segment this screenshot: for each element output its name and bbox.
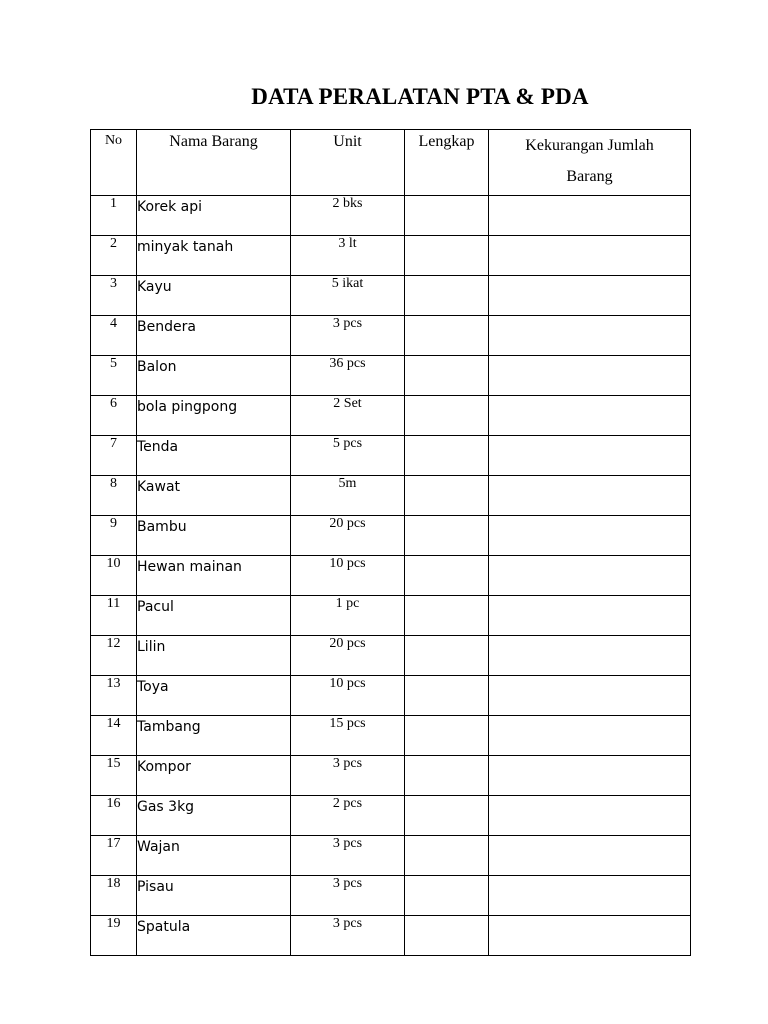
header-row <box>91 130 691 196</box>
row-number: 7 <box>91 436 137 476</box>
row-number: 10 <box>91 556 137 596</box>
table-row <box>91 356 691 396</box>
item-unit: 5 ikat <box>291 276 405 316</box>
header-kekurangan-line1: Kekurangan Jumlah <box>525 137 654 154</box>
item-unit: 20 pcs <box>291 636 405 676</box>
kekurangan-cell <box>489 196 691 236</box>
item-unit: 10 pcs <box>291 556 405 596</box>
item-name: Tenda <box>137 439 179 455</box>
item-name-cell <box>137 436 291 476</box>
item-name: Bendera <box>137 319 196 335</box>
item-name-cell <box>137 276 291 316</box>
item-name: minyak tanah <box>137 239 234 255</box>
item-unit: 3 pcs <box>291 316 405 356</box>
kekurangan-cell <box>489 636 691 676</box>
kekurangan-cell <box>489 836 691 876</box>
table-row <box>91 596 691 636</box>
item-unit: 36 pcs <box>291 356 405 396</box>
equipment-table <box>90 129 691 956</box>
item-name-cell <box>137 716 291 756</box>
item-name-cell <box>137 316 291 356</box>
item-name-cell <box>137 876 291 916</box>
item-unit: 3 pcs <box>291 876 405 916</box>
table-row <box>91 476 691 516</box>
row-number: 4 <box>91 316 137 356</box>
item-unit: 2 bks <box>291 196 405 236</box>
item-name-cell <box>137 916 291 956</box>
lengkap-cell <box>405 436 489 476</box>
kekurangan-cell <box>489 356 691 396</box>
table-row <box>91 556 691 596</box>
item-name-cell <box>137 356 291 396</box>
table-row <box>91 716 691 756</box>
item-name: Bambu <box>137 519 187 535</box>
kekurangan-cell <box>489 796 691 836</box>
item-name: Kayu <box>137 279 172 295</box>
item-name-cell <box>137 516 291 556</box>
item-name: bola pingpong <box>137 399 238 415</box>
item-name: Kawat <box>137 479 181 495</box>
table-row <box>91 436 691 476</box>
kekurangan-cell <box>489 756 691 796</box>
kekurangan-cell <box>489 316 691 356</box>
row-number: 9 <box>91 516 137 556</box>
header-kekurangan-jumlah-barang <box>489 130 691 196</box>
lengkap-cell <box>405 196 489 236</box>
table-body <box>91 196 691 956</box>
item-name-cell <box>137 756 291 796</box>
item-name-cell <box>137 836 291 876</box>
header-kekurangan-line2: Barang <box>566 168 613 185</box>
item-unit: 3 lt <box>291 236 405 276</box>
table-row <box>91 876 691 916</box>
item-name-cell <box>137 476 291 516</box>
item-unit: 1 pc <box>291 596 405 636</box>
row-number: 8 <box>91 476 137 516</box>
lengkap-cell <box>405 636 489 676</box>
item-unit: 3 pcs <box>291 756 405 796</box>
lengkap-cell <box>405 596 489 636</box>
item-name: Pacul <box>137 599 174 615</box>
lengkap-cell <box>405 396 489 436</box>
row-number: 6 <box>91 396 137 436</box>
item-name: Tambang <box>137 719 201 735</box>
lengkap-cell <box>405 916 489 956</box>
kekurangan-cell <box>489 916 691 956</box>
table-row <box>91 396 691 436</box>
document-title: DATA PERALATAN PTA & PDA <box>251 84 589 109</box>
row-number: 17 <box>91 836 137 876</box>
item-name-cell <box>137 396 291 436</box>
table-row <box>91 916 691 956</box>
lengkap-cell <box>405 556 489 596</box>
table-row <box>91 196 691 236</box>
table-header <box>91 130 691 196</box>
item-name: Kompor <box>137 759 191 775</box>
lengkap-cell <box>405 676 489 716</box>
lengkap-cell <box>405 716 489 756</box>
item-unit: 15 pcs <box>291 716 405 756</box>
table-row <box>91 316 691 356</box>
item-name: Balon <box>137 359 177 375</box>
table-row <box>91 836 691 876</box>
row-number: 19 <box>91 916 137 956</box>
item-unit: 5m <box>291 476 405 516</box>
row-number: 15 <box>91 756 137 796</box>
item-name-cell <box>137 556 291 596</box>
row-number: 1 <box>91 196 137 236</box>
table-row <box>91 796 691 836</box>
lengkap-cell <box>405 276 489 316</box>
lengkap-cell <box>405 876 489 916</box>
item-unit: 10 pcs <box>291 676 405 716</box>
lengkap-cell <box>405 476 489 516</box>
lengkap-cell <box>405 836 489 876</box>
kekurangan-cell <box>489 596 691 636</box>
item-name-cell <box>137 236 291 276</box>
row-number: 12 <box>91 636 137 676</box>
item-name: Toya <box>137 679 169 695</box>
row-number: 2 <box>91 236 137 276</box>
kekurangan-cell <box>489 676 691 716</box>
table-row <box>91 676 691 716</box>
row-number: 13 <box>91 676 137 716</box>
table-row <box>91 636 691 676</box>
item-name-cell <box>137 596 291 636</box>
item-name: Spatula <box>137 919 191 935</box>
header-lengkap: Lengkap <box>405 130 489 196</box>
kekurangan-cell <box>489 436 691 476</box>
row-number: 5 <box>91 356 137 396</box>
row-number: 16 <box>91 796 137 836</box>
kekurangan-cell <box>489 236 691 276</box>
item-name-cell <box>137 796 291 836</box>
row-number: 3 <box>91 276 137 316</box>
item-name: Korek api <box>137 199 203 215</box>
kekurangan-cell <box>489 516 691 556</box>
kekurangan-cell <box>489 276 691 316</box>
lengkap-cell <box>405 756 489 796</box>
item-unit: 20 pcs <box>291 516 405 556</box>
item-unit: 5 pcs <box>291 436 405 476</box>
kekurangan-cell <box>489 556 691 596</box>
table-row <box>91 516 691 556</box>
item-name: Lilin <box>137 639 166 655</box>
lengkap-cell <box>405 236 489 276</box>
item-name: Wajan <box>137 839 180 855</box>
table-row <box>91 276 691 316</box>
item-name: Pisau <box>137 879 174 895</box>
item-unit: 2 Set <box>291 396 405 436</box>
kekurangan-cell <box>489 876 691 916</box>
header-no: No <box>91 130 137 196</box>
kekurangan-cell <box>489 476 691 516</box>
row-number: 18 <box>91 876 137 916</box>
item-unit: 2 pcs <box>291 796 405 836</box>
row-number: 11 <box>91 596 137 636</box>
item-unit: 3 pcs <box>291 836 405 876</box>
item-unit: 3 pcs <box>291 916 405 956</box>
item-name-cell <box>137 676 291 716</box>
header-nama-barang: Nama Barang <box>137 130 291 196</box>
item-name-cell <box>137 636 291 676</box>
item-name: Hewan mainan <box>137 559 242 575</box>
row-number: 14 <box>91 716 137 756</box>
item-name: Gas 3kg <box>137 799 195 815</box>
table-row <box>91 756 691 796</box>
header-unit: Unit <box>291 130 405 196</box>
lengkap-cell <box>405 356 489 396</box>
table-row <box>91 236 691 276</box>
lengkap-cell <box>405 796 489 836</box>
lengkap-cell <box>405 516 489 556</box>
lengkap-cell <box>405 316 489 356</box>
kekurangan-cell <box>489 716 691 756</box>
item-name-cell <box>137 196 291 236</box>
kekurangan-cell <box>489 396 691 436</box>
